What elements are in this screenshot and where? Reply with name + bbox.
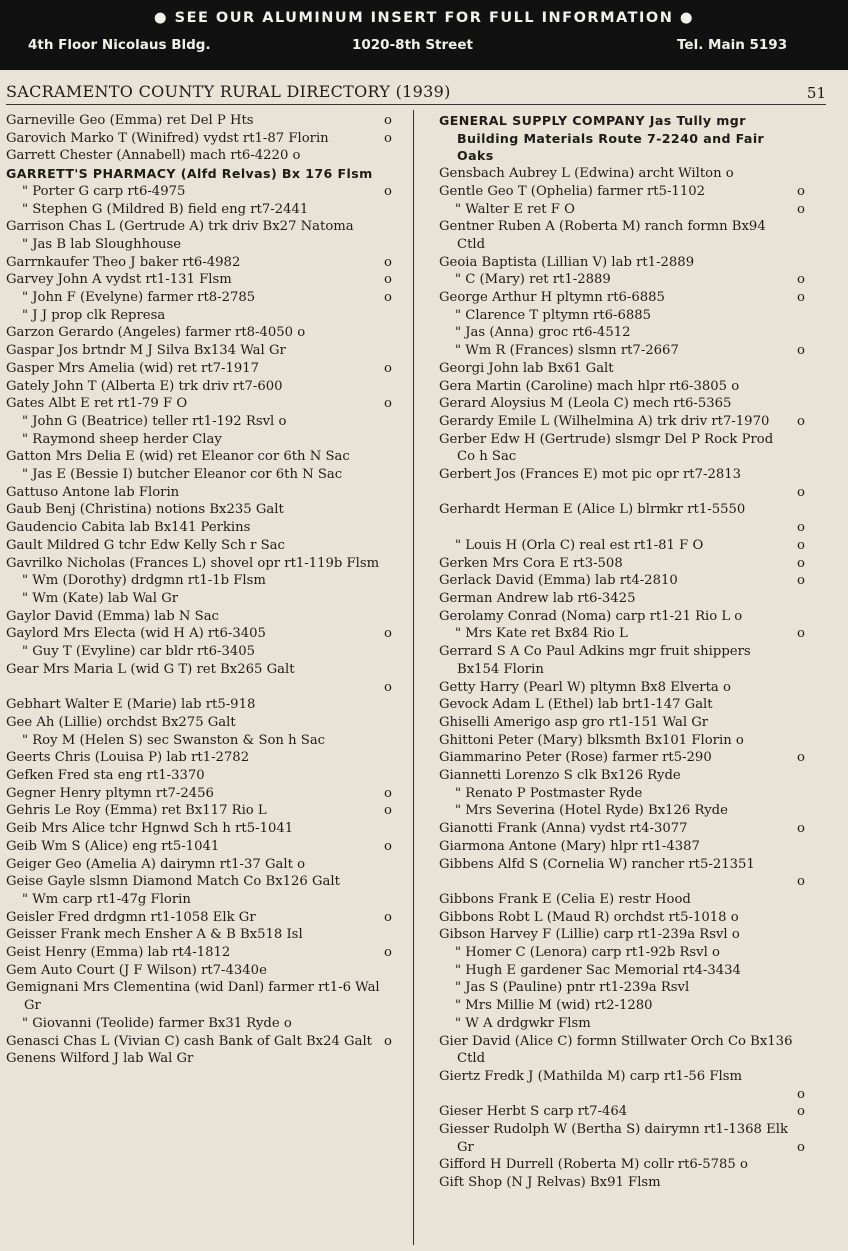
owner-mark: o [797, 1104, 805, 1120]
entry-text: Gault Mildred G tchr Edw Kelly Sch r Sac [6, 537, 285, 553]
entry-text: " Mrs Millie M (wid) rt2-1280 [455, 998, 653, 1014]
entry-text: " Walter E ret F O [455, 201, 575, 217]
directory-entry [6, 271, 392, 289]
directory-entry [6, 147, 392, 165]
advertisement-banner [0, 0, 848, 70]
directory-entry [6, 254, 392, 272]
entry-text: Geiger Geo (Amelia A) dairymn rt1-37 Galt o [6, 856, 306, 872]
entry-text: " Jas B lab Sloughhouse [22, 236, 182, 252]
entry-text: Geib Wm S (Alice) eng rt5-1041 [6, 838, 220, 854]
entry-text: Genens Wilford J lab Wal Gr [6, 1051, 194, 1067]
left-column [6, 112, 392, 1068]
entry-text: " Jas E (Bessie I) butcher Eleanor cor 6th N Sac [22, 467, 343, 483]
entry-text: Gibson Harvey F (Lillie) carp rt1-239a Rsvl o [439, 927, 740, 943]
directory-entry [439, 395, 805, 413]
entry-text: Gaspar Jos brtndr M J Silva Bx134 Wal Gr [6, 343, 286, 359]
owner-mark: o [797, 290, 805, 306]
directory-entry [6, 324, 392, 342]
banner-headline: ● SEE OUR ALUMINUM INSERT FOR FULL INFORMATION ● [153, 10, 695, 26]
entry-text: Garovich Marko T (Winifred) vydst rt1-87 Florin [6, 130, 329, 146]
directory-entry [439, 572, 805, 590]
owner-mark: o [797, 874, 805, 890]
entry-text: " Wm R (Frances) slsmn rt7-2667 [455, 343, 679, 359]
owner-mark: o [384, 254, 392, 270]
entry-mark-line [439, 484, 805, 502]
page-number: 51 [806, 84, 826, 102]
owner-mark: o [797, 750, 805, 766]
directory-entry [6, 962, 392, 980]
entry-text: " Wm (Kate) lab Wal Gr [22, 590, 179, 606]
entry-text: Gerolamy Conrad (Noma) carp rt1-21 Rio L o [439, 608, 743, 624]
directory-entry [439, 201, 805, 219]
directory-entry [6, 501, 392, 519]
entry-text: Genasci Chas L (Vivian C) cash Bank of Galt Bx24 Galt [6, 1033, 372, 1049]
entry-text: Gibbons Frank E (Celia E) restr Hood [439, 891, 691, 907]
entry-text: German Andrew lab rt6-3425 [439, 590, 636, 606]
page-header [6, 82, 826, 105]
entry-text: Gensbach Aubrey L (Edwina) archt Wilton o [439, 166, 734, 182]
entry-text: " Hugh E gardener Sac Memorial rt4-3434 [455, 962, 741, 978]
directory-entry [439, 909, 805, 927]
entry-text: " Porter G carp rt6-4975 [22, 183, 186, 199]
directory-entry [439, 785, 805, 803]
entry-text: GARRETT'S PHARMACY (Alfd Relvas) Bx 176 Flsm [6, 166, 373, 182]
owner-mark: o [384, 290, 392, 306]
entry-text: Giesser Rudolph W (Bertha S) dairymn rt1-1368 Elk Gr [439, 1122, 788, 1155]
directory-entry [439, 962, 805, 980]
directory-entry [439, 501, 805, 519]
directory-entry [6, 537, 392, 555]
owner-mark: o [384, 183, 392, 199]
directory-entry [439, 732, 805, 750]
directory-entry [439, 802, 805, 820]
entry-text: " Homer C (Lenora) carp rt1-92b Rsvl o [455, 945, 720, 961]
directory-entry [439, 749, 805, 767]
owner-mark: o [384, 679, 392, 695]
entry-text: Gentle Geo T (Ophelia) farmer rt5-1102 [439, 183, 705, 199]
entry-text: Gifford H Durrell (Roberta M) collr rt6-5785 o [439, 1157, 748, 1173]
entry-text: Geoia Baptista (Lillian V) lab rt1-2889 [439, 254, 695, 270]
directory-entry [439, 1015, 805, 1033]
owner-mark: o [384, 838, 392, 854]
directory-entry [6, 944, 392, 962]
directory-entry [6, 891, 392, 909]
entry-text: Gee Ah (Lillie) orchdst Bx275 Galt [6, 714, 236, 730]
directory-entry [439, 643, 805, 678]
directory-entry [6, 1050, 392, 1068]
directory-entry [439, 1121, 805, 1156]
directory-entry [439, 112, 805, 165]
entry-text: Giertz Fredk J (Mathilda M) carp rt1-56 Flsm [439, 1068, 742, 1084]
directory-entry [6, 608, 392, 626]
entry-text: Gaub Benj (Christina) notions Bx235 Galt [6, 502, 284, 518]
banner-address: 4th Floor Nicolaus Bldg. [28, 37, 211, 53]
directory-entry [439, 1103, 805, 1121]
entry-text: Gately John T (Alberta E) trk driv rt7-600 [6, 378, 283, 394]
entry-text: Gibbons Robt L (Maud R) orchdst rt5-1018 o [439, 909, 739, 925]
entry-text: Gera Martin (Caroline) mach hlpr rt6-3805 o [439, 378, 740, 394]
owner-mark: o [797, 520, 805, 536]
directory-entry [439, 679, 805, 697]
entry-text: " W A drdgwkr Flsm [455, 1015, 591, 1031]
directory-entry [6, 378, 392, 396]
directory-entry [439, 696, 805, 714]
directory-entry [6, 873, 392, 891]
entry-text: Gier David (Alice C) formn Stillwater Orch Co Bx136 Ctld [439, 1033, 793, 1067]
owner-mark: o [384, 909, 392, 925]
entry-text: Gaylor David (Emma) lab N Sac [6, 608, 219, 624]
owner-mark: o [384, 130, 392, 146]
owner-mark: o [797, 272, 805, 288]
directory-entry [439, 378, 805, 396]
directory-entry [6, 201, 392, 219]
directory-entry [439, 289, 805, 307]
entry-text: Gaylord Mrs Electa (wid H A) rt6-3405 [6, 626, 266, 642]
entry-text: " Clarence T pltymn rt6-6885 [455, 307, 652, 323]
entry-text: Georgi John lab Bx61 Galt [439, 360, 614, 376]
entry-text: " J J prop clk Represa [22, 307, 166, 323]
entry-text: Gemignani Mrs Clementina (wid Danl) farmer rt1-6 Wal Gr [6, 980, 380, 1014]
entry-mark-line [439, 873, 805, 891]
directory-entry [6, 767, 392, 785]
directory-entry [439, 608, 805, 626]
entry-text: " John F (Evelyne) farmer rt8-2785 [22, 290, 256, 306]
entry-text: Gebhart Walter E (Marie) lab rt5-918 [6, 697, 256, 713]
owner-mark: o [797, 626, 805, 642]
directory-entry [439, 324, 805, 342]
column-divider [413, 110, 414, 1245]
owner-mark: o [797, 1086, 805, 1102]
entry-text: Gerardy Emile L (Wilhelmina A) trk driv rt7-1970 [439, 413, 770, 429]
directory-entry [6, 802, 392, 820]
directory-entry [439, 979, 805, 997]
directory-entry [439, 944, 805, 962]
right-column [439, 112, 805, 1192]
entry-text: " Jas S (Pauline) pntr rt1-239a Rsvl [455, 980, 690, 996]
owner-mark: o [797, 413, 805, 429]
entry-text: Gasper Mrs Amelia (wid) ret rt7-1917 [6, 360, 260, 376]
directory-entry [439, 820, 805, 838]
directory-entry [6, 625, 392, 643]
entry-text: " Raymond sheep herder Clay [22, 431, 222, 447]
directory-entry [6, 555, 392, 573]
entry-text: Giammarino Peter (Rose) farmer rt5-290 [439, 750, 712, 766]
entry-text: Gem Auto Court (J F Wilson) rt7-4340e [6, 962, 267, 978]
owner-mark: o [384, 626, 392, 642]
entry-text: Garrnkaufer Theo J baker rt6-4982 [6, 254, 241, 270]
directory-entry [439, 625, 805, 643]
owner-mark: o [797, 343, 805, 359]
directory-entry [439, 307, 805, 325]
directory-entry [6, 1033, 392, 1051]
directory-entry [6, 395, 392, 413]
entry-text: Gerhardt Herman E (Alice L) blrmkr rt1-5550 [439, 502, 746, 518]
directory-entry [6, 838, 392, 856]
entry-text: Getty Harry (Pearl W) pltymn Bx8 Elverta o [439, 679, 731, 695]
directory-entry [439, 466, 805, 484]
owner-mark: o [797, 484, 805, 500]
directory-entry [6, 643, 392, 661]
directory-entry [6, 572, 392, 590]
directory-entry [6, 466, 392, 484]
owner-mark: o [384, 1033, 392, 1049]
directory-entry [6, 926, 392, 944]
owner-mark: o [797, 537, 805, 553]
entry-text: Gatton Mrs Delia E (wid) ret Eleanor cor 6th N Sac [6, 449, 350, 465]
entry-text: Gentner Ruben A (Roberta M) ranch formn Bx94 Ctld [439, 219, 766, 252]
entry-text: Ghiselli Amerigo asp gro rt1-151 Wal Gr [439, 714, 709, 730]
entry-text: " Renato P Postmaster Ryde [455, 785, 643, 801]
entry-text: George Arthur H pltymn rt6-6885 [439, 290, 665, 306]
entry-text: " C (Mary) ret rt1-2889 [455, 272, 611, 288]
entry-text: Gegner Henry pltymn rt7-2456 [6, 785, 214, 801]
directory-entry [439, 997, 805, 1015]
entry-text: Gates Albt E ret rt1-79 F O [6, 396, 188, 412]
entry-text: " Mrs Severina (Hotel Ryde) Bx126 Ryde [455, 803, 728, 819]
directory-entry [439, 555, 805, 573]
entry-text: Geist Henry (Emma) lab rt4-1812 [6, 945, 231, 961]
entry-text: Geerts Chris (Louisa P) lab rt1-2782 [6, 750, 250, 766]
entry-text: Gear Mrs Maria L (wid G T) ret Bx265 Galt [6, 661, 295, 677]
directory-entry [6, 1015, 392, 1033]
directory-entry [6, 484, 392, 502]
entry-text: Gerlack David (Emma) lab rt4-2810 [439, 573, 678, 589]
owner-mark: o [384, 113, 392, 128]
directory-entry [6, 519, 392, 537]
entry-text: Gibbens Alfd S (Cornelia W) rancher rt5-21351 [439, 856, 755, 872]
entry-text: Gieser Herbt S carp rt7-464 [439, 1104, 628, 1120]
entry-text: Gattuso Antone lab Florin [6, 484, 180, 500]
directory-entry [6, 165, 392, 183]
directory-entry [6, 696, 392, 714]
entry-text: Geise Gayle slsmn Diamond Match Co Bx126 Galt [6, 874, 340, 890]
entry-text: Garrett Chester (Annabell) mach rt6-4220 o [6, 148, 301, 164]
directory-entry [6, 590, 392, 608]
directory-entry [439, 183, 805, 201]
directory-entry [6, 236, 392, 254]
entry-text: " Louis H (Orla C) real est rt1-81 F O [455, 537, 704, 553]
entry-text: " Wm carp rt1-47g Florin [22, 891, 191, 907]
directory-entry [6, 856, 392, 874]
directory-entry [6, 307, 392, 325]
directory-entry [439, 1033, 805, 1068]
entry-text: " Giovanni (Teolide) farmer Bx31 Ryde o [22, 1015, 292, 1031]
entry-text: Gerrard S A Co Paul Adkins mgr fruit shippers Bx154 Florin [439, 644, 751, 677]
entry-text: Garzon Gerardo (Angeles) farmer rt8-4050 o [6, 325, 306, 341]
banner-phone: Tel. Main 5193 [677, 37, 788, 53]
entry-text: Gehris Le Roy (Emma) ret Bx117 Rio L [6, 803, 267, 819]
directory-entry [439, 767, 805, 785]
owner-mark: o [384, 396, 392, 412]
directory-entry [439, 590, 805, 608]
entry-text: Gaudencio Cabita lab Bx141 Perkins [6, 520, 251, 536]
directory-entry [6, 714, 392, 732]
directory-entry [6, 218, 392, 236]
directory-entry [6, 732, 392, 750]
entry-text: Geib Mrs Alice tchr Hgnwd Sch h rt5-1041 [6, 821, 294, 837]
owner-mark: o [797, 201, 805, 217]
entry-text: Garneville Geo (Emma) ret Del P Hts [6, 113, 254, 128]
entry-mark-line [439, 1086, 805, 1104]
entry-text: " Wm (Dorothy) drdgmn rt1-1b Flsm [22, 573, 266, 589]
directory-entry [6, 661, 392, 679]
owner-mark: o [797, 573, 805, 589]
directory-entry [6, 360, 392, 378]
directory-entry [6, 431, 392, 449]
entry-text: Gerber Edw H (Gertrude) slsmgr Del P Rock Prod Co h Sac [439, 431, 774, 465]
entry-text: Geisser Frank mech Ensher A & B Bx518 Isl [6, 927, 303, 943]
directory-entry [439, 342, 805, 360]
directory-entry [439, 926, 805, 944]
directory-entry [439, 537, 805, 555]
entry-text: " Guy T (Evyline) car bldr rt6-3405 [22, 644, 256, 660]
entry-text: Garrison Chas L (Gertrude A) trk driv Bx27 Natoma [6, 219, 354, 235]
entry-text: Gefken Fred sta eng rt1-3370 [6, 768, 205, 784]
entry-text: " John G (Beatrice) teller rt1-192 Rsvl o [22, 413, 287, 429]
directory-entry [439, 431, 805, 466]
entry-text: Gift Shop (N J Relvas) Bx91 Flsm [439, 1175, 661, 1191]
directory-entry [6, 749, 392, 767]
entry-mark-line [6, 679, 392, 697]
directory-entry [6, 130, 392, 148]
directory-entry [6, 785, 392, 803]
entry-text: Gianotti Frank (Anna) vydst rt4-3077 [439, 821, 688, 837]
entry-text: Gerken Mrs Cora E rt3-508 [439, 555, 623, 571]
owner-mark: o [384, 945, 392, 961]
entry-text: Garvey John A vydst rt1-131 Flsm [6, 272, 232, 288]
directory-entry [439, 218, 805, 253]
entry-text: Giannetti Lorenzo S clk Bx126 Ryde [439, 768, 681, 784]
directory-entry [439, 413, 805, 431]
owner-mark: o [384, 272, 392, 288]
entry-text: Gavrilko Nicholas (Frances L) shovel opr rt1-119b Flsm [6, 555, 380, 571]
entry-text: Geisler Fred drdgmn rt1-1058 Elk Gr [6, 909, 256, 925]
directory-entry [439, 1068, 805, 1086]
owner-mark: o [797, 555, 805, 571]
directory-entry [439, 891, 805, 909]
owner-mark: o [797, 183, 805, 199]
owner-mark: o [384, 803, 392, 819]
entry-text: " Mrs Kate ret Bx84 Rio L [455, 626, 628, 642]
entry-text: Ghittoni Peter (Mary) blksmth Bx101 Florin o [439, 732, 744, 748]
entry-text: Gerbert Jos (Frances E) mot pic opr rt7-2813 [439, 467, 741, 483]
entry-mark-line [439, 519, 805, 537]
directory-entry [6, 342, 392, 360]
directory-entry [439, 165, 805, 183]
directory-entry [439, 271, 805, 289]
directory-entry [6, 413, 392, 431]
owner-mark: o [384, 785, 392, 801]
directory-entry [439, 1156, 805, 1174]
page-title: SACRAMENTO COUNTY RURAL DIRECTORY (1939) [6, 82, 451, 101]
directory-entry [6, 289, 392, 307]
owner-mark: o [797, 1139, 805, 1155]
directory-entry [6, 112, 392, 130]
directory-entry [439, 254, 805, 272]
entry-text: " Stephen G (Mildred B) field eng rt7-2441 [22, 201, 309, 217]
directory-entry [6, 909, 392, 927]
directory-entry [6, 820, 392, 838]
entry-text: Gerard Aloysius M (Leola C) mech rt6-5365 [439, 396, 732, 412]
entry-text: Gevock Adam L (Ethel) lab brt1-147 Galt [439, 697, 713, 713]
owner-mark: o [797, 821, 805, 837]
banner-street: 1020-8th Street [352, 37, 473, 53]
directory-entry [439, 838, 805, 856]
directory-entry [6, 448, 392, 466]
directory-entry [6, 979, 392, 1014]
directory-entry [6, 183, 392, 201]
directory-entry [439, 714, 805, 732]
directory-entry [439, 856, 805, 874]
entry-text: Giarmona Antone (Mary) hlpr rt1-4387 [439, 838, 700, 854]
directory-entry [439, 1174, 805, 1192]
entry-text: GENERAL SUPPLY COMPANY Jas Tully mgr Building Materials Route 7-2240 and Fair Oaks [439, 113, 765, 164]
directory-entry [439, 360, 805, 378]
entry-text: " Jas (Anna) groc rt6-4512 [455, 325, 631, 341]
owner-mark: o [384, 360, 392, 376]
entry-text: " Roy M (Helen S) sec Swanston & Son h Sac [22, 732, 326, 748]
